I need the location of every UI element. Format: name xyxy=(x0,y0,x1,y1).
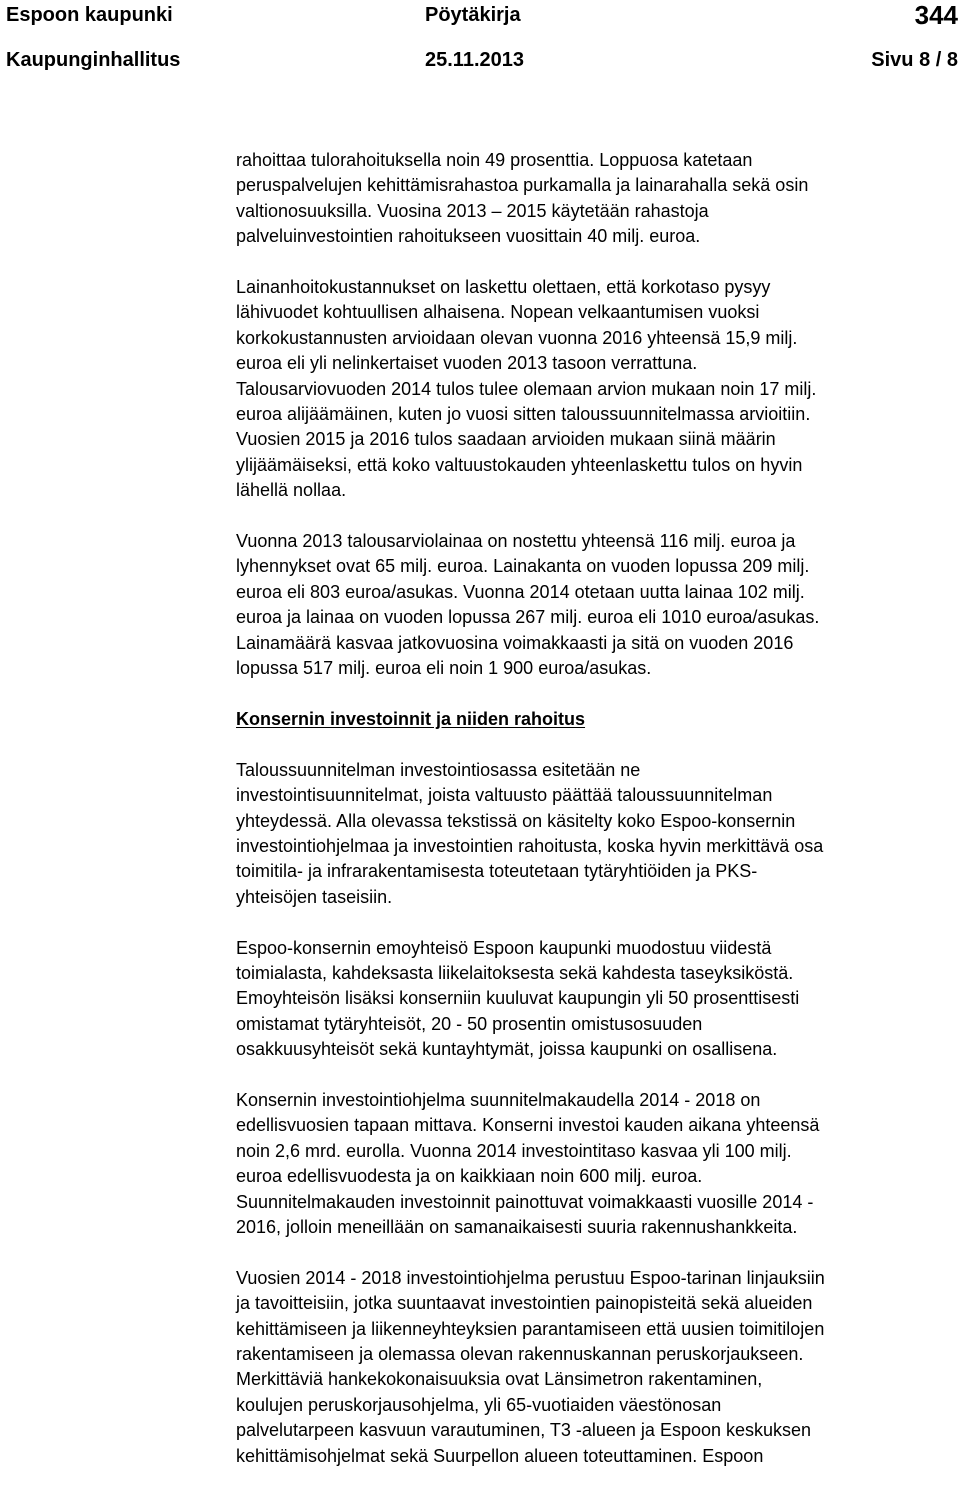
paragraph: Konsernin investointiohjelma suunnitelmakaudella 2014 - 2018 on edellisvuosien tapaan mittava. Konserni investoi kauden aikana yhteensä noin 2,6 mrd. eurolla. Vuonna 2014 investointitaso kasvaa yli 100 milj. euroa edellisvuodesta ja on kaikkiaan noin 600 milj. euroa. Suunnitelmakauden investoinnit painottuvat voimakkaasti vuosille 2014 - 2016, jolloin meneillään on samanaikaisesti suuria rakennushankkeita. xyxy=(236,1089,820,1237)
document-type: Pöytäkirja xyxy=(425,4,521,26)
paragraph: Vuonna 2013 talousarviolainaa on nostettu yhteensä 116 milj. euroa ja lyhennykset ovat 65 milj. euroa. Lainakanta on vuoden lopussa 209 milj. euroa eli 803 euroa/asukas. Vuonna 2014 otetaan uutta lainaa 102 milj. euroa ja lainaa on vuoden lopussa 267 milj. euroa eli 1010 euroa/asukas. Lainamäärä kasvaa jatkovuosina voimakkaasti ja sitä on vuoden 2016 lopussa 517 milj. euroa eli noin 1 900 euroa/asukas. xyxy=(236,531,820,679)
header-row-top xyxy=(6,2,958,28)
governing-body: Kaupunginhallitus xyxy=(6,49,181,71)
paragraph: rahoittaa tulorahoituksella noin 49 prosenttia. Loppuosa katetaan peruspalvelujen kehittämisrahastoa purkamalla ja lainarahalla sekä osin valtionosuuksilla. Vuosina 2013 – 2015 käytetään rahastoja palveluinvestointien rahoitukseen vuosittain 40 milj. euroa. xyxy=(236,150,809,247)
document-body xyxy=(236,148,958,1494)
organization-name: Espoon kaupunki xyxy=(6,4,173,26)
page-number: Sivu 8 / 8 xyxy=(871,49,958,71)
paragraph: Vuosien 2014 - 2018 investointiohjelma perustuu Espoo-tarinan linjauksiin ja tavoitteisiin, jotka suuntaavat investointien painopisteitä sekä alueiden kehittämiseen ja liikenneyhteyksien parantamiseen että uusien toimitilojen rakentamiseen ja olemassa olevan rakennuskannan peruskorjaukseen. Merkittäviä hankekokonaisuuksia ovat Länsimetron rakentaminen, koulujen peruskorjausohjelma, yli 65-vuotiaiden väestönosan palvelutarpeen kasvuun varautuminen, T3 -alueen ja Espoon keskuksen kehittämisohjelmat sekä Suurpellon alueen toteuttaminen. Espoon xyxy=(236,1267,825,1466)
section-heading: Konsernin investoinnit ja niiden rahoitus xyxy=(236,708,586,729)
meeting-date: 25.11.2013 xyxy=(425,49,524,71)
paragraph: Espoo-konsernin emoyhteisö Espoon kaupunki muodostuu viidestä toimialasta, kahdeksasta liikelaitoksesta sekä kahdesta taseyksiköstä. Emoyhteisön lisäksi konserniin kuuluvat kaupungin yli 50 prosenttisesti omistamat tytäryhteisöt, 20 - 50 prosentin omistusosuuden osakkuusyhteisöt sekä kuntayhtymät, joissa kaupunki on osallisena. xyxy=(236,937,800,1060)
document-header xyxy=(0,0,960,80)
document-number: 344 xyxy=(914,0,958,30)
paragraph: Lainanhoitokustannukset on laskettu olettaen, että korkotaso pysyy lähivuodet kohtuullisen alhaisena. Nopean velkaantumisen vuoksi korkokustannusten arvioidaan olevan vuonna 2016 yhteensä 15,9 milj. euroa eli yli nelinkertaiset vuoden 2013 tasoon verrattuna. Talousarviovuoden 2014 tulos tulee olemaan arvion mukaan noin 17 milj. euroa alijäämäinen, kuten jo vuosi sitten taloussuunnitelmassa arvioitiin. Vuosien 2015 ja 2016 tulos saadaan arvioiden mukaan siinä määrin ylijäämäiseksi, että koko valtuustokauden yhteenlaskettu tulos on hyvin lähellä nollaa. xyxy=(236,277,817,501)
paragraph: Taloussuunnitelman investointiosassa esitetään ne investointisuunnitelmat, joista valtuusto päättää taloussuunnitelman yhteydessä. Alla olevassa tekstissä on käsitelty koko Espoo-konsernin investointiohjelmaa ja investointien rahoitusta, koska hyvin merkittävä osa toimitila- ja infrarakentamisesta toteutetaan tytäryhtiöiden ja PKS- yhteisöjen taseisiin. xyxy=(236,759,824,907)
header-row-bottom xyxy=(6,47,958,73)
